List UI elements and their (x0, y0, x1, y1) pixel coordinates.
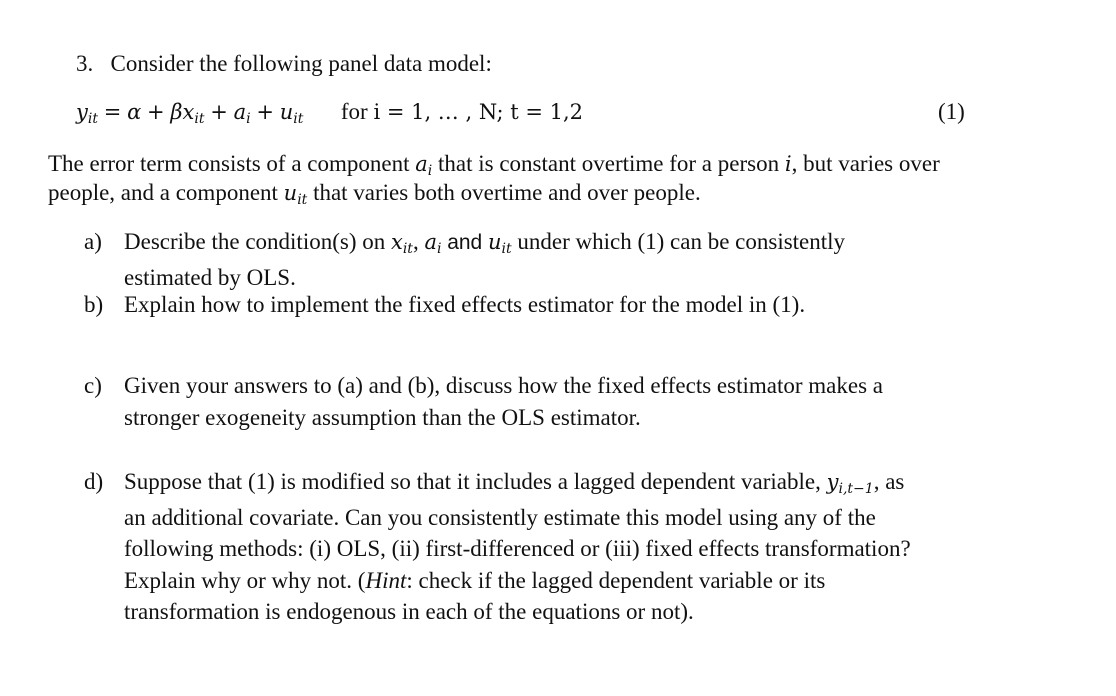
item-a-text (124, 226, 845, 293)
item-d-y-sub: i,t−1 (838, 481, 874, 497)
question-number: 3. (76, 51, 94, 76)
para-text: The error term consists of a component (48, 151, 410, 176)
item-a-a: a (424, 230, 437, 254)
item-d-line-5: transformation is endogenous in each of the equations or not). (124, 599, 694, 624)
item-d-text (124, 466, 911, 628)
para-u: u (283, 181, 298, 205)
eq-a: a (233, 100, 247, 124)
item-d-line-4: Explain why or why not. ( (124, 567, 366, 593)
eq-plus-3: + (256, 100, 274, 124)
question-header (76, 50, 492, 78)
eq-u-sub: it (293, 111, 304, 127)
item-b-line-1: Explain how to implement the fixed effects estimator for the model in (1). (124, 292, 806, 317)
item-d-line-1b: , as (873, 469, 905, 494)
item-a-comma: , (412, 229, 419, 254)
para-a: a (415, 152, 428, 176)
item-c-line-1: Given your answers to (a) and (b), discuss how the fixed effects estimator makes a (124, 373, 883, 398)
item-a-and: and (447, 231, 483, 254)
eq-plus-1: + (147, 100, 165, 124)
item-d-y: y (826, 470, 839, 494)
para-a-sub: i (427, 163, 433, 179)
item-c-text (124, 370, 883, 433)
item-b-label: b) (84, 292, 104, 317)
paragraph-line-2 (48, 179, 701, 210)
item-d-line-2: an additional covariate. Can you consistently estimate this model using any of the (124, 504, 876, 530)
eq-range: i = 1, … , N; t = 1,2 (373, 100, 583, 124)
para-text: that is constant overtime for a person (438, 151, 780, 176)
para-text: that varies both overtime and over people. (313, 180, 701, 205)
equation-number: (1) (938, 99, 965, 124)
eq-alpha: α (127, 100, 142, 124)
item-d-label: d) (84, 469, 104, 494)
item-a-u-sub: it (501, 241, 512, 257)
item-a-u: u (488, 230, 502, 254)
item-a-x-sub: it (402, 241, 413, 257)
eq-for: for (340, 99, 368, 124)
eq-x: x (182, 100, 195, 124)
item-a-label: a) (84, 229, 102, 254)
item-b-text (124, 289, 805, 321)
item-a-line-2: estimated by OLS. (124, 264, 296, 290)
eq-x-sub: it (194, 111, 205, 127)
para-text: people, and a component (48, 180, 278, 205)
item-a-line-1: Describe the condition(s) on (124, 229, 386, 254)
item-d-line-3: following methods: (i) OLS, (ii) first-differenced or (iii) fixed effects transformation? (124, 536, 911, 561)
para-text: , but varies over (791, 151, 940, 176)
item-a-a-sub: i (436, 241, 442, 257)
model-equation (76, 98, 583, 129)
item-a-line-1b: under which (1) can be consistently (517, 229, 846, 254)
item-d-hint: Hint (365, 567, 407, 593)
para-u-sub: it (297, 192, 308, 208)
eq-a-sub: i (246, 111, 251, 127)
item-a-x: x (390, 230, 403, 254)
item-d-line-1: Suppose that (1) is modified so that it includes a lagged dependent variable, (124, 469, 821, 494)
eq-y-sub: it (87, 111, 98, 127)
item-c-line-2: stronger exogeneity assumption than the OLS estimator. (124, 404, 641, 430)
eq-equals: = (103, 100, 122, 124)
eq-beta: β (170, 100, 183, 124)
question-intro: Consider the following panel data model: (110, 51, 492, 76)
item-c-label: c) (84, 373, 102, 398)
eq-u: u (279, 100, 294, 124)
eq-y: y (76, 100, 88, 124)
para-i: i (784, 152, 792, 176)
paragraph-line-1 (48, 150, 940, 181)
item-d-line-4b: : check if the lagged dependent variable or its (406, 567, 826, 593)
eq-plus-2: + (210, 100, 228, 124)
